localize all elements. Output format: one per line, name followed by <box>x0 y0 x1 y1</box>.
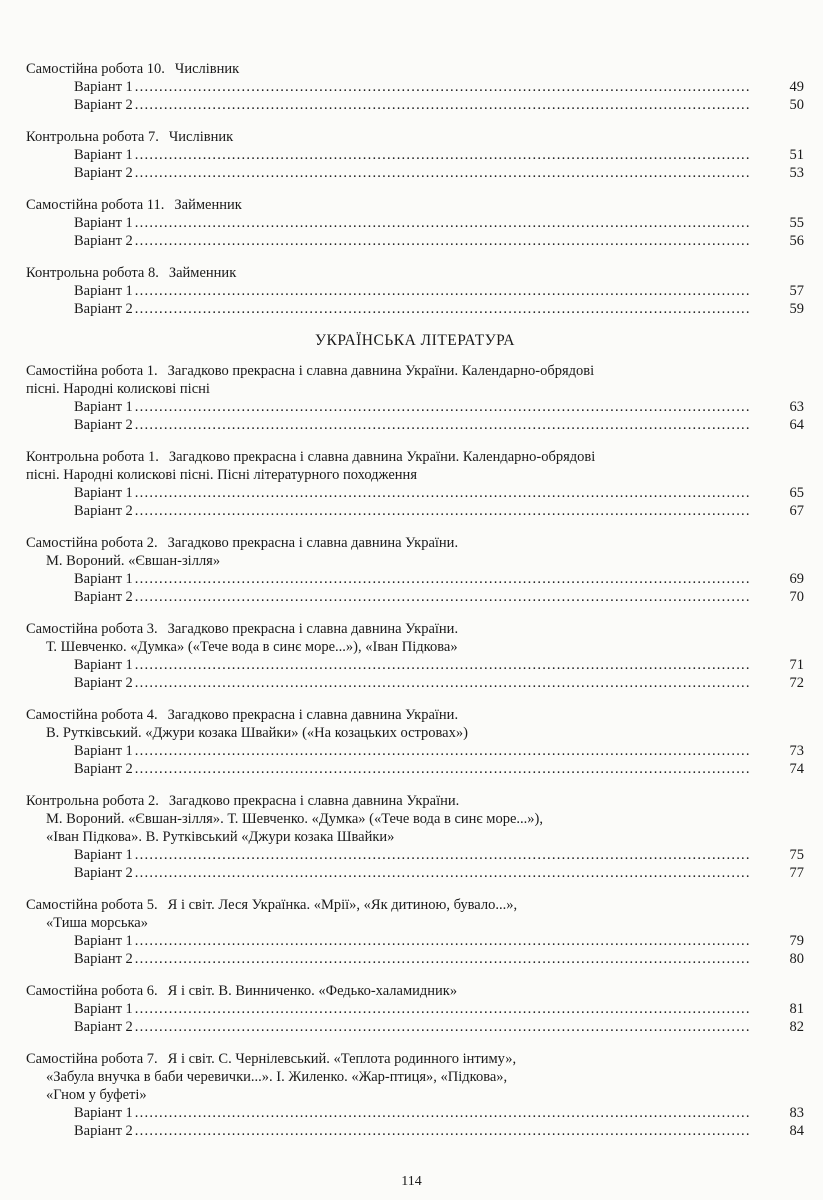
entry-title-continuation: «Тиша морська» <box>46 915 148 931</box>
variant-label: Варіант 1 <box>74 1105 133 1121</box>
entry-title-continuation: Т. Шевченко. «Думка» («Тече вода в синє море...»), «Іван Підкова» <box>46 639 458 655</box>
variant-page-number: 82 <box>789 1019 804 1035</box>
entry-title-continuation: «Іван Підкова». В. Рутківський «Джури козака Швайки» <box>46 829 395 845</box>
variant-label: Варіант 2 <box>74 589 133 605</box>
dot-leader <box>135 164 784 182</box>
variant-label: Варіант 2 <box>74 503 133 519</box>
toc-entry <box>26 620 804 692</box>
variant-page-number: 59 <box>789 301 804 317</box>
dot-leader <box>135 484 784 502</box>
variant-label: Варіант 2 <box>74 165 133 181</box>
dot-leader <box>135 96 784 114</box>
variant-label: Варіант 1 <box>74 1001 133 1017</box>
variant-label: Варіант 2 <box>74 951 133 967</box>
entry-kind: Самостійна робота 1. <box>26 363 158 379</box>
variant-label: Варіант 1 <box>74 399 133 415</box>
variant-page-number: 81 <box>789 1001 804 1017</box>
toc-entry <box>26 196 804 250</box>
entry-title: Займенник <box>174 197 242 213</box>
variant-label: Варіант 2 <box>74 1123 133 1139</box>
toc-entry <box>26 706 804 778</box>
entry-kind: Контрольна робота 7. <box>26 129 159 145</box>
variant-page-number: 67 <box>789 503 804 519</box>
dot-leader <box>135 950 784 968</box>
entry-title: Я і світ. В. Винниченко. «Федько-халамидник» <box>167 983 458 999</box>
variant-row[interactable] <box>26 146 804 164</box>
entry-heading <box>26 362 804 380</box>
variant-page-number: 50 <box>789 97 804 113</box>
dot-leader <box>135 1000 784 1018</box>
variant-row[interactable] <box>26 232 804 250</box>
entry-title-continuation: М. Вороний. «Євшан-зілля». Т. Шевченко. «Думка» («Тече вода в синє море...»), <box>46 811 543 827</box>
dot-leader <box>135 932 784 950</box>
toc-entry <box>26 362 804 434</box>
variant-row[interactable] <box>26 656 804 674</box>
variant-label: Варіант 1 <box>74 485 133 501</box>
variant-row[interactable] <box>26 96 804 114</box>
variant-row[interactable] <box>26 214 804 232</box>
section-title: УКРАЇНСЬКА ЛІТЕРАТУРА <box>315 332 515 349</box>
dot-leader <box>135 1018 784 1036</box>
variant-label: Варіант 2 <box>74 865 133 881</box>
variant-row[interactable] <box>26 950 804 968</box>
entry-heading <box>26 1050 804 1068</box>
entry-title: Загадково прекрасна і славна давнина України. <box>168 793 460 809</box>
variant-page-number: 75 <box>789 847 804 863</box>
variant-page-number: 83 <box>789 1105 804 1121</box>
dot-leader <box>135 146 784 164</box>
variant-row[interactable] <box>26 416 804 434</box>
variant-row[interactable] <box>26 846 804 864</box>
variant-row[interactable] <box>26 300 804 318</box>
dot-leader <box>135 674 784 692</box>
variant-page-number: 57 <box>789 283 804 299</box>
entry-kind: Самостійна робота 10. <box>26 61 165 77</box>
variant-label: Варіант 2 <box>74 97 133 113</box>
toc-entry <box>26 534 804 606</box>
grammar-section <box>26 60 804 318</box>
variant-page-number: 73 <box>789 743 804 759</box>
variant-label: Варіант 1 <box>74 743 133 759</box>
variant-page-number: 56 <box>789 233 804 249</box>
entry-kind: Самостійна робота 4. <box>26 707 158 723</box>
entry-heading <box>26 60 804 78</box>
dot-leader <box>135 502 784 520</box>
variant-row[interactable] <box>26 502 804 520</box>
variant-label: Варіант 1 <box>74 215 133 231</box>
variant-label: Варіант 2 <box>74 761 133 777</box>
entry-title-continuation: пісні. Народні колискові пісні. Пісні літературного походження <box>26 467 417 483</box>
variant-row[interactable] <box>26 484 804 502</box>
dot-leader <box>135 760 784 778</box>
entry-title: Числівник <box>174 61 240 77</box>
variant-row[interactable] <box>26 78 804 96</box>
variant-label: Варіант 2 <box>74 233 133 249</box>
variant-page-number: 79 <box>789 933 804 949</box>
variant-label: Варіант 2 <box>74 417 133 433</box>
variant-row[interactable] <box>26 1000 804 1018</box>
dot-leader <box>135 570 784 588</box>
entry-heading <box>26 792 804 810</box>
dot-leader <box>135 588 784 606</box>
variant-page-number: 65 <box>789 485 804 501</box>
entry-kind: Самостійна робота 2. <box>26 535 158 551</box>
dot-leader <box>135 78 784 96</box>
entry-title-continuation: М. Вороний. «Євшан-зілля» <box>46 553 221 569</box>
dot-leader <box>135 1122 784 1140</box>
toc-entry <box>26 128 804 182</box>
variant-label: Варіант 2 <box>74 675 133 691</box>
entry-title: Займенник <box>168 265 237 281</box>
entry-title-continuation: пісні. Народні колискові пісні <box>26 381 210 397</box>
variant-page-number: 63 <box>789 399 804 415</box>
entry-title: Числівник <box>168 129 234 145</box>
variant-row[interactable] <box>26 932 804 950</box>
variant-page-number: 74 <box>789 761 804 777</box>
variant-row[interactable] <box>26 742 804 760</box>
variant-row[interactable] <box>26 864 804 882</box>
variant-page-number: 71 <box>789 657 804 673</box>
variant-label: Варіант 1 <box>74 79 133 95</box>
variant-row[interactable] <box>26 570 804 588</box>
variant-label: Варіант 1 <box>74 657 133 673</box>
entry-heading <box>26 620 804 638</box>
entry-heading <box>26 534 804 552</box>
entry-heading <box>26 706 804 724</box>
entry-title-continuation: «Забула внучка в баби черевички...». І. Жиленко. «Жар-птиця», «Підкова», <box>46 1069 508 1085</box>
variant-page-number: 49 <box>789 79 804 95</box>
entry-heading <box>26 264 804 282</box>
literature-section <box>26 362 804 1140</box>
entry-title-continuation: «Гном у буфеті» <box>46 1087 147 1103</box>
dot-leader <box>135 656 784 674</box>
dot-leader <box>135 1104 784 1122</box>
dot-leader <box>135 300 784 318</box>
variant-page-number: 72 <box>789 675 804 691</box>
variant-label: Варіант 1 <box>74 847 133 863</box>
entry-title: Загадково прекрасна і славна давнина України. Календарно-обрядові <box>167 363 595 379</box>
entry-title: Загадково прекрасна і славна давнина України. <box>167 707 459 723</box>
variant-label: Варіант 2 <box>74 301 133 317</box>
entry-kind: Контрольна робота 8. <box>26 265 159 281</box>
variant-page-number: 69 <box>789 571 804 587</box>
toc-entry <box>26 982 804 1036</box>
entry-kind: Самостійна робота 3. <box>26 621 158 637</box>
dot-leader <box>135 398 784 416</box>
variant-row[interactable] <box>26 588 804 606</box>
entry-heading <box>26 896 804 914</box>
entry-kind: Самостійна робота 11. <box>26 197 165 213</box>
variant-page-number: 77 <box>789 865 804 881</box>
dot-leader <box>135 232 784 250</box>
variant-label: Варіант 2 <box>74 1019 133 1035</box>
variant-page-number: 51 <box>789 147 804 163</box>
toc-entry <box>26 448 804 520</box>
variant-page-number: 84 <box>789 1123 804 1139</box>
variant-row[interactable] <box>26 1104 804 1122</box>
variant-page-number: 70 <box>789 589 804 605</box>
variant-label: Варіант 1 <box>74 571 133 587</box>
dot-leader <box>135 214 784 232</box>
entry-title: Я і світ. С. Чернілевський. «Теплота родинного інтиму», <box>167 1051 517 1067</box>
dot-leader <box>135 742 784 760</box>
toc-entry <box>26 1050 804 1140</box>
entry-heading <box>26 128 804 146</box>
variant-page-number: 53 <box>789 165 804 181</box>
toc-entry <box>26 60 804 114</box>
entry-kind: Контрольна робота 2. <box>26 793 159 809</box>
variant-page-number: 80 <box>789 951 804 967</box>
entry-kind: Самостійна робота 5. <box>26 897 158 913</box>
variant-row[interactable] <box>26 164 804 182</box>
variant-row[interactable] <box>26 398 804 416</box>
variant-label: Варіант 1 <box>74 283 133 299</box>
dot-leader <box>135 416 784 434</box>
toc-entry <box>26 792 804 882</box>
table-of-contents <box>26 60 804 1154</box>
variant-row[interactable] <box>26 760 804 778</box>
variant-row[interactable] <box>26 674 804 692</box>
entry-heading <box>26 982 804 1000</box>
entry-heading <box>26 448 804 466</box>
entry-kind: Самостійна робота 6. <box>26 983 158 999</box>
variant-row[interactable] <box>26 282 804 300</box>
entry-heading <box>26 196 804 214</box>
entry-kind: Самостійна робота 7. <box>26 1051 158 1067</box>
dot-leader <box>135 846 784 864</box>
toc-entry <box>26 264 804 318</box>
variant-page-number: 55 <box>789 215 804 231</box>
variant-label: Варіант 1 <box>74 147 133 163</box>
variant-row[interactable] <box>26 1122 804 1140</box>
page-number: 114 <box>401 1174 422 1189</box>
variant-row[interactable] <box>26 1018 804 1036</box>
variant-page-number: 64 <box>789 417 804 433</box>
entry-title: Загадково прекрасна і славна давнина України. <box>167 535 459 551</box>
dot-leader <box>135 864 784 882</box>
entry-title: Загадково прекрасна і славна давнина України. <box>167 621 459 637</box>
toc-entry <box>26 896 804 968</box>
entry-title: Я і світ. Леся Українка. «Мрії», «Як дитиною, бувало...», <box>167 897 518 913</box>
entry-title-continuation: В. Рутківський. «Джури козака Швайки» («На козацьких островах») <box>46 725 468 741</box>
entry-kind: Контрольна робота 1. <box>26 449 159 465</box>
entry-title: Загадково прекрасна і славна давнина України. Календарно-обрядові <box>168 449 596 465</box>
variant-label: Варіант 1 <box>74 933 133 949</box>
dot-leader <box>135 282 784 300</box>
